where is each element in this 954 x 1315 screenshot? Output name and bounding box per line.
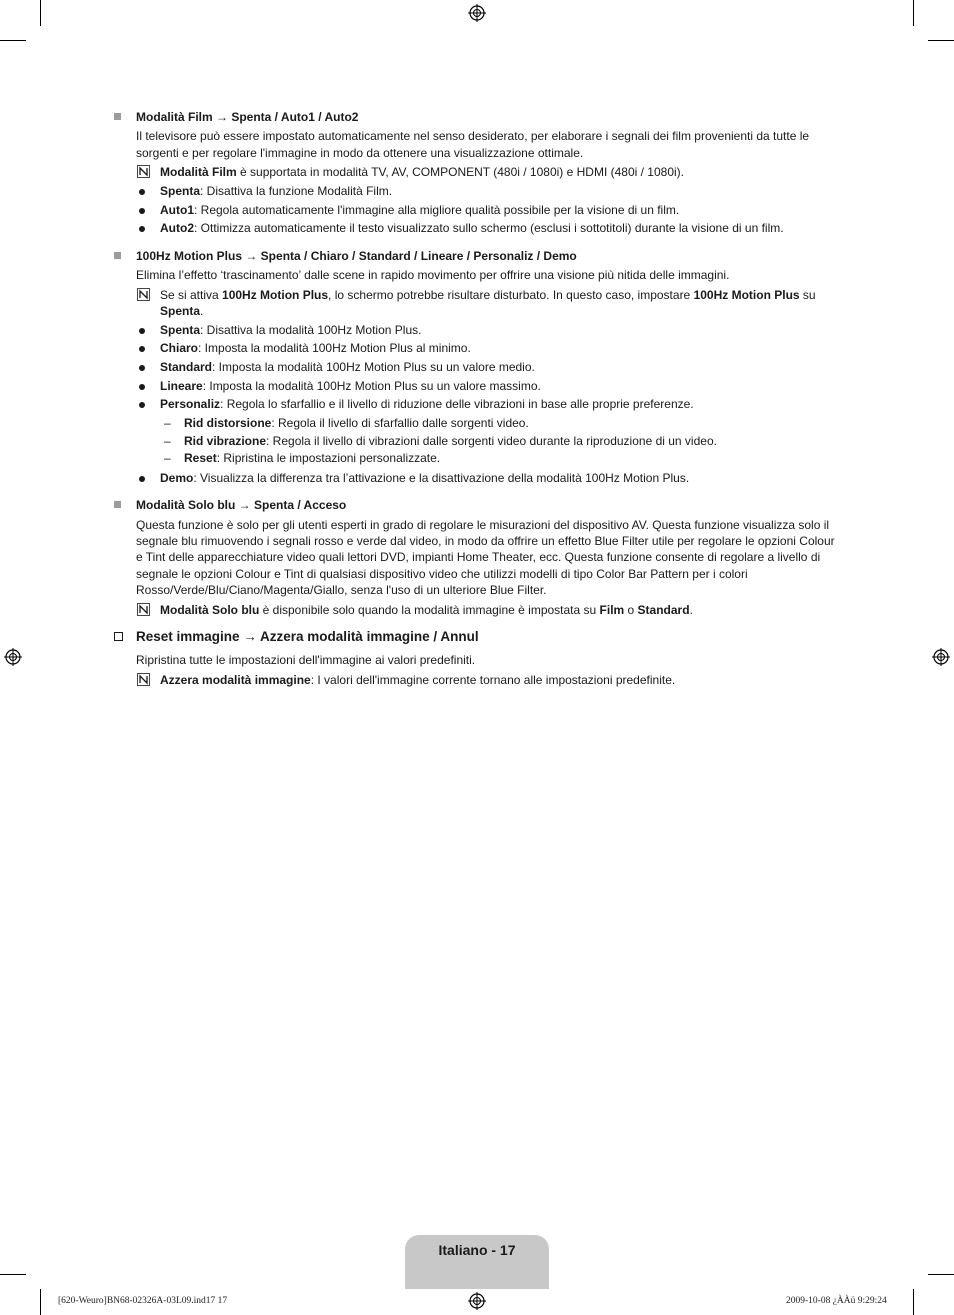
page-content xyxy=(114,109,836,699)
note-term: Azzera modalità immagine xyxy=(160,672,311,687)
section-title: Modalità Film → Spenta / Auto1 / Auto2 xyxy=(136,110,359,124)
note-text: è disponibile solo quando la modalità immagine è impostata su xyxy=(259,602,600,617)
section-square-icon xyxy=(114,501,121,508)
reset-picture-heading xyxy=(114,629,836,645)
note-term: Spenta xyxy=(160,303,201,318)
list-item xyxy=(136,378,836,394)
sub-item-term: Rid distorsione xyxy=(184,416,272,431)
section-reset-picture xyxy=(114,652,836,688)
list-item-term: Lineare xyxy=(160,378,203,393)
note-term: Film xyxy=(599,602,625,617)
note-term: Modalità Film xyxy=(160,165,237,180)
registration-mark-icon xyxy=(4,648,22,666)
bullet-icon xyxy=(139,365,145,371)
page-number: Italiano - 17 xyxy=(438,1242,516,1258)
section-blue-only-mode xyxy=(114,497,836,618)
registration-mark-icon xyxy=(932,648,950,666)
list-item-text: : Regola lo sfarfallio e il livello di riduzione delle vibrazioni in base alle proprie preferenze. xyxy=(220,397,694,412)
list-item xyxy=(136,183,836,199)
list-item-term: Demo xyxy=(160,470,194,485)
note-item xyxy=(136,164,836,180)
registration-mark-icon xyxy=(468,1292,486,1310)
list-item-term: Chiaro xyxy=(160,341,199,356)
note-icon xyxy=(137,288,150,301)
list-item xyxy=(136,220,836,236)
note-item xyxy=(136,287,836,320)
sub-item-text: : Regola il livello di sfarfallio dalle sorgenti video. xyxy=(271,416,529,431)
list-item-text: : Disattiva la modalità 100Hz Motion Plus. xyxy=(200,322,422,337)
section-description: Il televisore può essere impostato automaticamente nel senso desiderato, per elaborare i segnali dei film provenienti da tutte le sorgenti e per regolare l'immagine in modo da ottenere una visualizzazione ottimale. xyxy=(136,129,810,160)
bullet-icon xyxy=(139,189,145,195)
note-text: , lo schermo potrebbe risultare disturbato. In questo caso, impostare xyxy=(328,287,694,302)
registration-mark-icon xyxy=(468,4,486,22)
note-term: 100Hz Motion Plus xyxy=(222,287,329,302)
note-term: Modalità Solo blu xyxy=(160,602,260,617)
crop-mark xyxy=(0,40,26,41)
list-item-text: : Regola automaticamente l'immagine alla migliore qualità possibile per la visione di un film. xyxy=(194,202,680,217)
note-text: è supportata in modalità TV, AV, COMPONENT (480i / 1080i) e HDMI (480i / 1080i). xyxy=(236,165,684,180)
list-item xyxy=(136,396,836,412)
sub-list-item xyxy=(136,433,836,449)
list-item xyxy=(136,322,836,338)
bullet-icon xyxy=(139,476,145,482)
sub-item-term: Rid vibrazione xyxy=(184,433,267,448)
dash-icon: – xyxy=(164,416,171,431)
section-square-icon xyxy=(114,113,121,120)
note-icon xyxy=(137,165,150,178)
bullet-icon xyxy=(139,226,145,232)
list-item-term: Auto1 xyxy=(160,202,194,217)
section-film-mode xyxy=(114,109,836,237)
note-icon xyxy=(137,603,150,616)
list-item-term: Spenta xyxy=(160,322,201,337)
section-100hz-motion-plus xyxy=(114,248,836,486)
crop-mark xyxy=(40,0,41,26)
list-item xyxy=(136,470,836,486)
sub-item-term: Reset xyxy=(184,451,217,466)
bullet-icon xyxy=(139,208,145,214)
list-item-text: : Disattiva la funzione Modalità Film. xyxy=(200,183,393,198)
list-item-text: : Imposta la modalità 100Hz Motion Plus su un valore massimo. xyxy=(202,378,541,393)
bullet-icon xyxy=(139,328,145,334)
crop-mark xyxy=(40,1289,41,1315)
note-term: Standard xyxy=(637,602,690,617)
note-text: . xyxy=(200,303,204,318)
dash-icon: – xyxy=(164,451,171,466)
section-description: Questa funzione è solo per gli utenti esperti in grado di regolare le misurazioni del dispositivo AV. Questa funzione visualizza solo il segnale blu rimuovendo i segnali rosso e verde dal video, in modo da offrire un effetto Blue Filter utile per regolare le opzioni Colour e Tint delle apparecchiature video quali lettori DVD, impianti Home Theater, ecc. Questa funzione consente di regolare a livello di segnale le opzioni Colour e Tint di qualsiasi dispositivo video che utilizzi modelli di tipo Color Bar Pattern per i colori Rosso/Verde/Blu/Ciano/Magenta/Giallo, senza l'uso di un ulteriore Blue Filter. xyxy=(136,517,835,598)
sub-item-text: : Regola il livello di vibrazioni dalle sorgenti video durante la riproduzione di un video. xyxy=(266,433,717,448)
crop-mark xyxy=(913,0,914,26)
list-item-term: Personaliz xyxy=(160,397,221,412)
note-term: 100Hz Motion Plus xyxy=(693,287,800,302)
list-item-text: : Ottimizza automaticamente il testo visualizzato sullo schermo (esclusi i sottotitoli) durante la visione di un film. xyxy=(194,221,784,236)
list-item xyxy=(136,340,836,356)
section-description: Elimina l’effetto ‘trascinamento’ dalle scene in rapido movimento per offrire una visione più nitida delle immagini. xyxy=(136,268,730,283)
list-item-text: : Imposta la modalità 100Hz Motion Plus al minimo. xyxy=(198,341,471,356)
crop-mark xyxy=(928,40,954,41)
list-item xyxy=(136,202,836,218)
note-item xyxy=(136,672,836,688)
bullet-icon xyxy=(139,402,145,408)
note-text: su xyxy=(799,287,816,302)
list-item-term: Standard xyxy=(160,360,213,375)
section-title: 100Hz Motion Plus → Spenta / Chiaro / Standard / Lineare / Personaliz / Demo xyxy=(136,248,577,263)
list-item-term: Spenta xyxy=(160,183,201,198)
note-text: o xyxy=(624,602,638,617)
section-title: Modalità Solo blu → Spenta / Acceso xyxy=(136,498,347,513)
crop-mark xyxy=(0,1274,26,1275)
bullet-icon xyxy=(139,346,145,352)
sub-list-item xyxy=(136,415,836,431)
bullet-icon xyxy=(139,384,145,390)
section-square-icon xyxy=(114,252,121,259)
crop-mark xyxy=(913,1289,914,1315)
note-text: . xyxy=(689,602,693,617)
note-text: Se si attiva xyxy=(160,287,223,302)
sub-list-item xyxy=(136,450,836,466)
list-item-text: : Visualizza la differenza tra l’attivazione e la disattivazione della modalità 100Hz Motion Plus. xyxy=(193,470,690,485)
print-footer-left: [620-Weuro]BN68-02326A-03L09.ind17 17 xyxy=(58,1296,228,1306)
heading-text: Reset immagine → Azzera modalità immagine / Annul xyxy=(136,629,479,645)
sub-item-text: : Ripristina le impostazioni personalizzate. xyxy=(216,451,441,466)
note-icon xyxy=(137,673,150,686)
print-footer-right: 2009-10-08 ¿ÀÀü 9:29:24 xyxy=(786,1296,887,1306)
list-item-text: : Imposta la modalità 100Hz Motion Plus su un valore medio. xyxy=(212,360,535,375)
list-item xyxy=(136,359,836,375)
dash-icon: – xyxy=(164,433,171,448)
checkbox-square-icon xyxy=(114,632,123,641)
note-item xyxy=(136,602,836,618)
note-text: : I valori dell'immagine corrente tornano alle impostazioni predefinite. xyxy=(310,672,676,687)
list-item-term: Auto2 xyxy=(160,221,194,236)
page-number-tab xyxy=(405,1235,549,1289)
crop-mark xyxy=(928,1274,954,1275)
section-description: Ripristina tutte le impostazioni dell'immagine ai valori predefiniti. xyxy=(136,653,476,668)
